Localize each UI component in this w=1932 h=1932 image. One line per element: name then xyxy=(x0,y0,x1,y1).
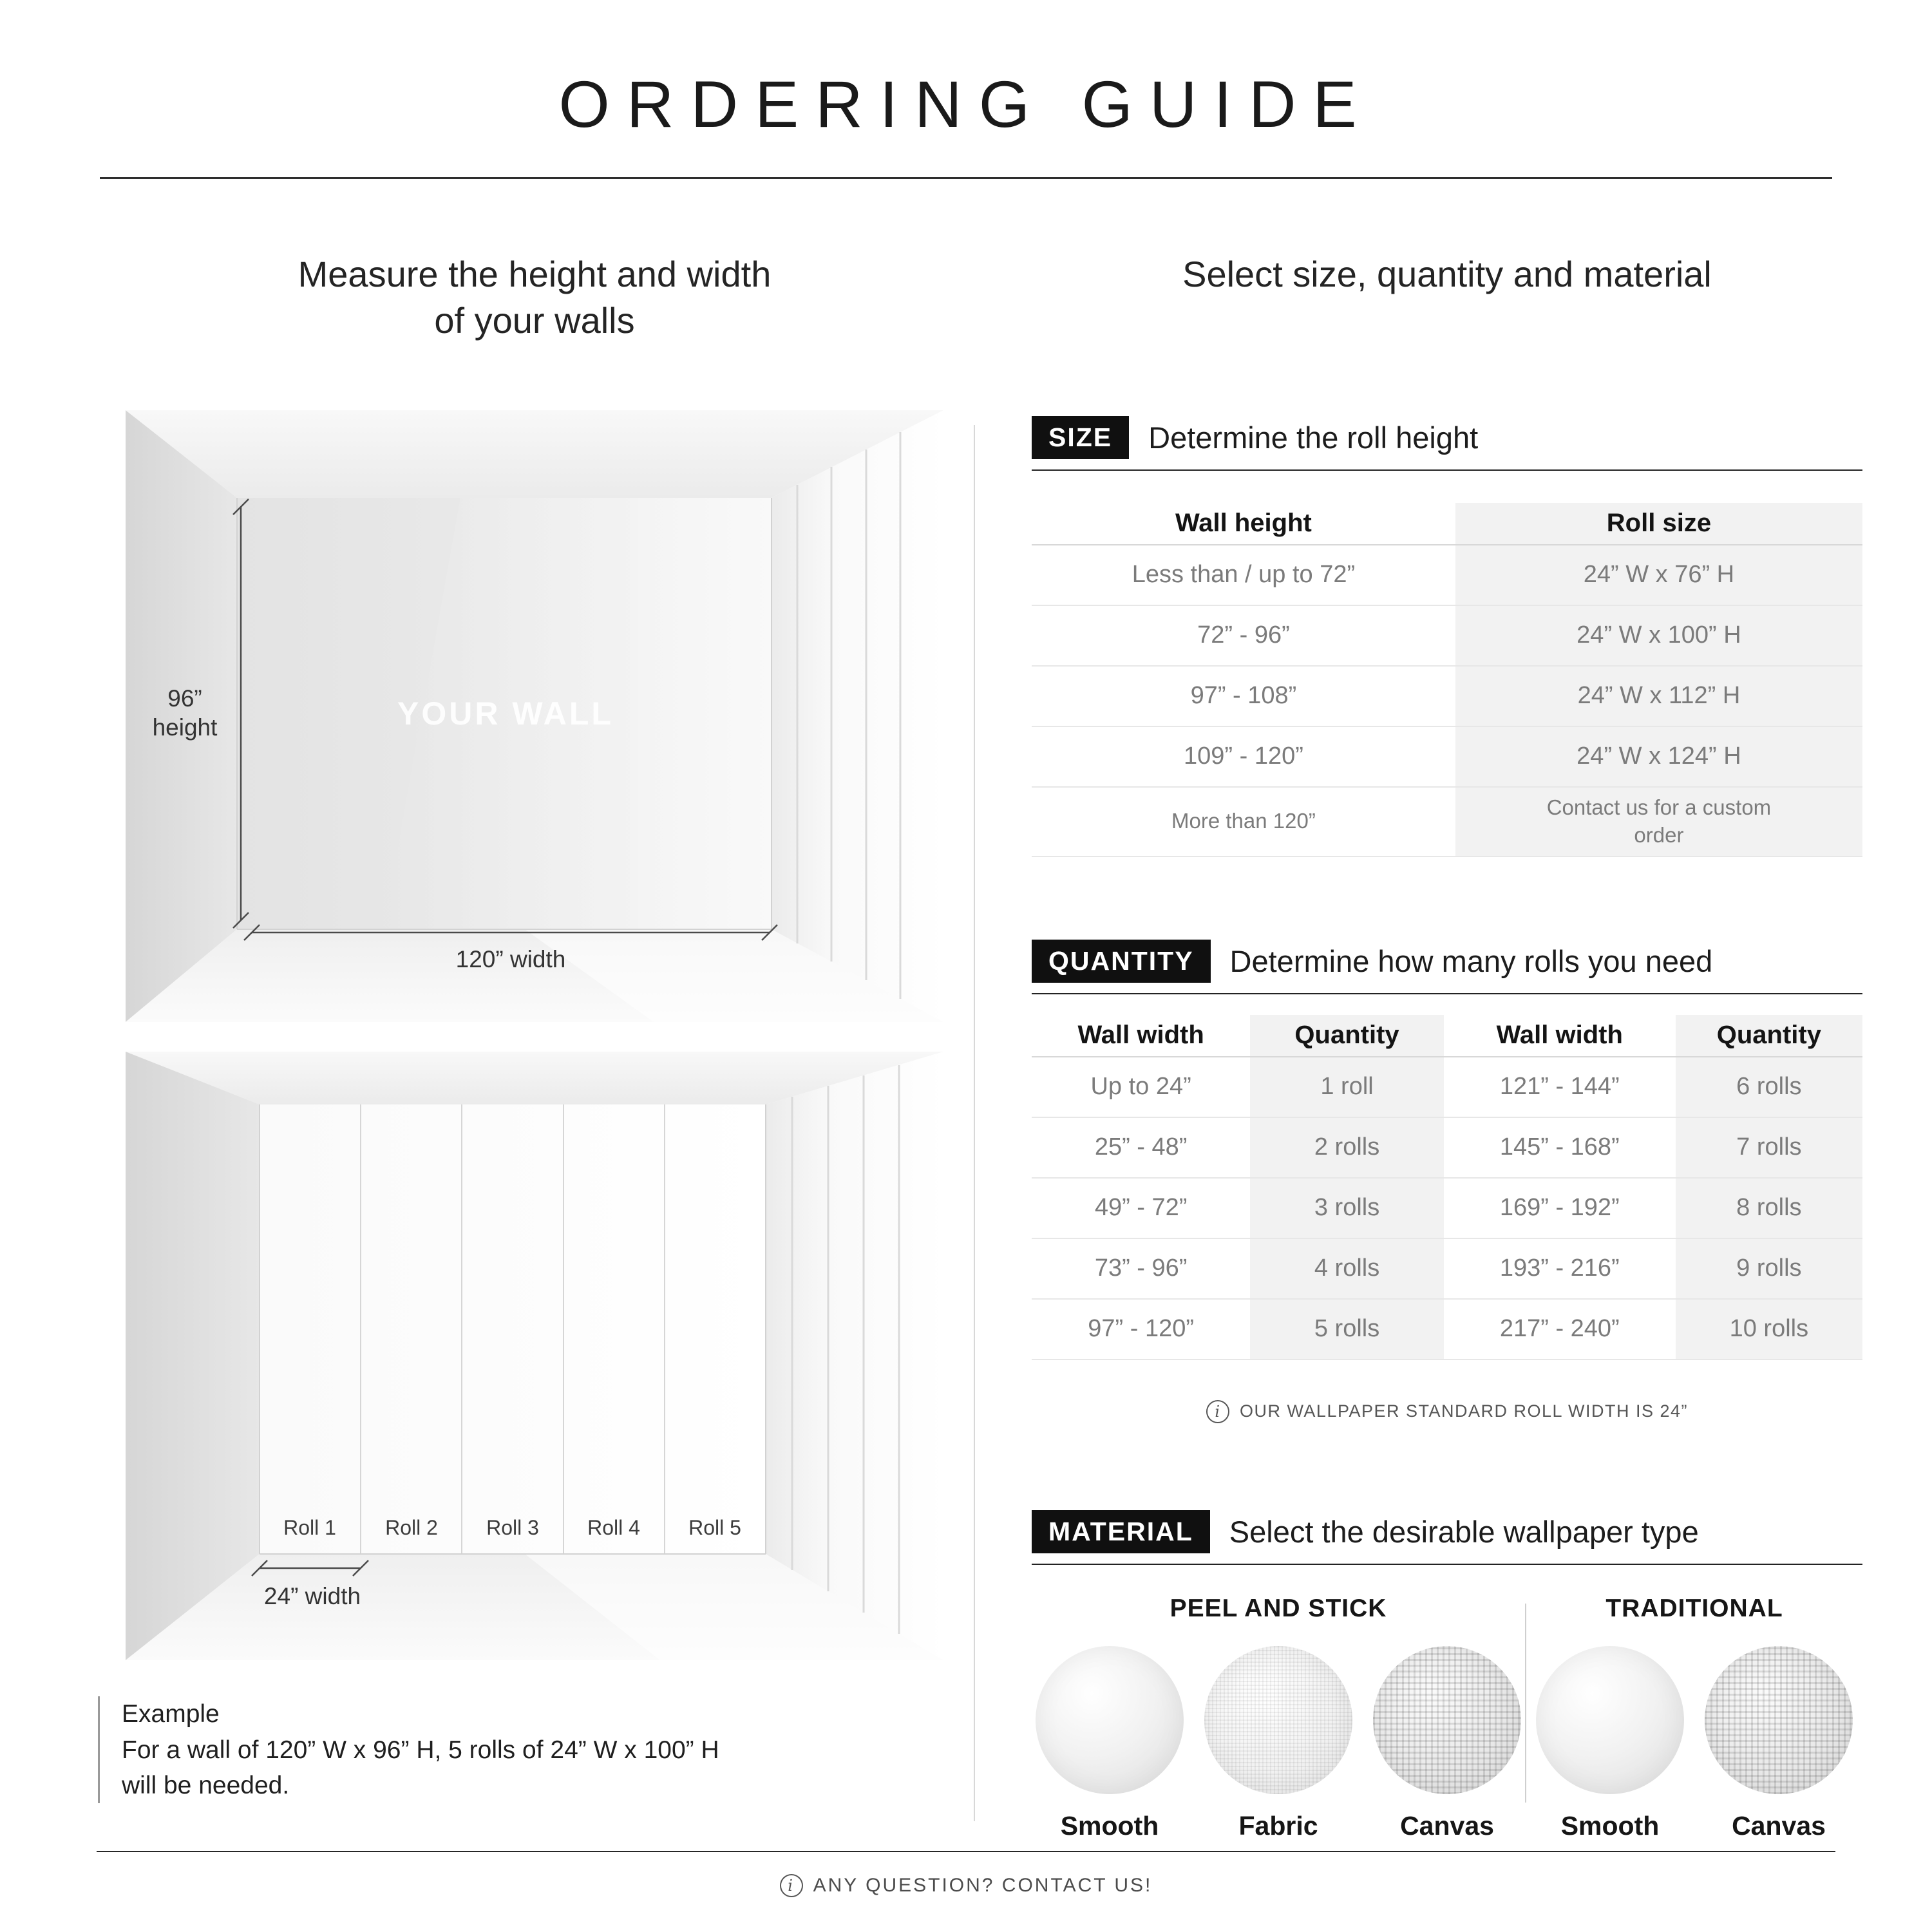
roll-size-cell: 24” W x 100” H xyxy=(1455,606,1862,667)
wall-height-cell: Less than / up to 72” xyxy=(1032,545,1455,606)
quantity-row xyxy=(1032,1179,1862,1239)
swatch-smooth-traditional xyxy=(1532,1646,1688,1841)
traditional-swatches xyxy=(1532,1646,1857,1841)
roll-size-cell xyxy=(1455,788,1862,857)
quantity-section-title: Determine how many rolls you need xyxy=(1229,943,1713,978)
example-title: Example xyxy=(122,1700,220,1728)
qty-col-quantity-2: Quantity xyxy=(1676,1015,1862,1057)
size-row xyxy=(1032,545,1862,606)
roll-size-cell: 24” W x 112” H xyxy=(1455,667,1862,727)
size-section-header xyxy=(1032,416,1862,471)
wall-width-cell: Up to 24” xyxy=(1032,1057,1250,1118)
swatch-label-smooth: Smooth xyxy=(1060,1810,1159,1841)
quantity-table xyxy=(1032,1015,1862,1360)
column-divider xyxy=(974,425,975,1821)
wall-width-cell: 217” - 240” xyxy=(1444,1300,1676,1360)
material-group-peel-and-stick xyxy=(1032,1595,1525,1841)
size-table-header xyxy=(1032,503,1862,545)
roll-label-2: Roll 2 xyxy=(385,1516,438,1540)
smooth-texture-icon xyxy=(1036,1646,1184,1794)
wall-width-cell: 73” - 96” xyxy=(1032,1239,1250,1300)
quantity-row xyxy=(1032,1057,1862,1118)
wall-width-cell: 145” - 168” xyxy=(1444,1118,1676,1179)
wall-width-cell: 97” - 120” xyxy=(1032,1300,1250,1360)
wall-width-cell: 169” - 192” xyxy=(1444,1179,1676,1239)
quantity-row xyxy=(1032,1239,1862,1300)
roll-label-1: Roll 1 xyxy=(283,1516,336,1540)
size-table xyxy=(1032,503,1862,857)
wall-width-cell: 121” - 144” xyxy=(1444,1057,1676,1118)
qty-col-quantity-1: Quantity xyxy=(1250,1015,1444,1057)
material-groups xyxy=(1032,1595,1862,1841)
room2-roll-wall xyxy=(260,1104,766,1554)
size-col-roll-size: Roll size xyxy=(1455,503,1862,545)
roll-width-label: 24” width xyxy=(263,1583,361,1610)
title-divider xyxy=(100,177,1832,179)
select-section xyxy=(1032,251,1862,1841)
quantity-table-header xyxy=(1032,1015,1862,1057)
size-row xyxy=(1032,667,1862,727)
quantity-row xyxy=(1032,1300,1862,1360)
roll-size-cell: 24” W x 76” H xyxy=(1455,545,1862,606)
qty-col-wall-width-1: Wall width xyxy=(1032,1015,1250,1057)
room-illustration-rolls xyxy=(126,1052,943,1660)
wall-height-cell: 109” - 120” xyxy=(1032,727,1455,788)
material-section-header xyxy=(1032,1510,1862,1565)
roll-label-4: Roll 4 xyxy=(587,1516,640,1540)
roll-size-cell: 24” W x 124” H xyxy=(1455,727,1862,788)
quantity-cell: 9 rolls xyxy=(1676,1239,1862,1300)
material-section xyxy=(1032,1510,1862,1841)
swatch-label-canvas: Canvas xyxy=(1732,1810,1826,1841)
fabric-texture-icon xyxy=(1204,1646,1352,1794)
standard-roll-width-text: OUR WALLPAPER STANDARD ROLL WIDTH IS 24” xyxy=(1239,1401,1689,1421)
wall-height-cell: More than 120” xyxy=(1032,788,1455,857)
swatch-smooth xyxy=(1032,1646,1188,1841)
footer-contact-text: ANY QUESTION? CONTACT US! xyxy=(813,1875,1153,1896)
quantity-cell: 1 roll xyxy=(1250,1057,1444,1118)
content-columns xyxy=(0,251,1932,1841)
smooth-texture-icon xyxy=(1536,1646,1684,1794)
material-badge: MATERIAL xyxy=(1032,1510,1210,1553)
quantity-row xyxy=(1032,1118,1862,1179)
wall-height-cell: 72” - 96” xyxy=(1032,606,1455,667)
custom-order-note: Contact us for a custom order xyxy=(1546,795,1772,847)
height-measure-word: height xyxy=(152,714,218,741)
quantity-cell: 3 rolls xyxy=(1250,1179,1444,1239)
quantity-section-header xyxy=(1032,940,1862,994)
canvas-texture-icon xyxy=(1373,1646,1521,1794)
size-row xyxy=(1032,727,1862,788)
peel-and-stick-label: PEEL AND STICK xyxy=(1170,1594,1387,1622)
qty-col-wall-width-2: Wall width xyxy=(1444,1015,1676,1057)
width-measure-label: 120” width xyxy=(455,946,566,973)
canvas-texture-icon xyxy=(1705,1646,1853,1794)
footer xyxy=(97,1851,1835,1897)
size-section-title: Determine the roll height xyxy=(1148,420,1479,455)
measure-heading-line1: Measure the height and width xyxy=(298,254,772,294)
wall-width-cell: 25” - 48” xyxy=(1032,1118,1250,1179)
quantity-cell: 5 rolls xyxy=(1250,1300,1444,1360)
height-measure-value: 96” xyxy=(167,685,202,712)
material-section-title: Select the desirable wallpaper type xyxy=(1229,1514,1699,1549)
standard-roll-width-note xyxy=(1032,1400,1862,1423)
example-block xyxy=(98,1696,972,1803)
peel-and-stick-swatches xyxy=(1032,1646,1525,1841)
example-line1: For a wall of 120” W x 96” H, 5 rolls of 24” W x 100” H xyxy=(122,1736,719,1764)
room2-left-wall xyxy=(126,1052,260,1660)
swatch-fabric xyxy=(1200,1646,1356,1841)
quantity-cell: 6 rolls xyxy=(1676,1057,1862,1118)
example-line2: will be needed. xyxy=(122,1772,290,1800)
your-wall-label: YOUR WALL xyxy=(397,696,614,732)
measure-section xyxy=(97,251,972,1841)
select-heading: Select size, quantity and material xyxy=(1182,254,1712,294)
size-badge: SIZE xyxy=(1032,416,1129,459)
roll-label-3: Roll 3 xyxy=(486,1516,539,1540)
quantity-cell: 4 rolls xyxy=(1250,1239,1444,1300)
size-col-wall-height: Wall height xyxy=(1032,503,1455,545)
swatch-canvas-traditional xyxy=(1701,1646,1857,1841)
quantity-cell: 7 rolls xyxy=(1676,1118,1862,1179)
wall-width-cell: 49” - 72” xyxy=(1032,1179,1250,1239)
size-row xyxy=(1032,788,1862,857)
quantity-cell: 2 rolls xyxy=(1250,1118,1444,1179)
swatch-label-smooth: Smooth xyxy=(1560,1810,1660,1841)
swatch-canvas xyxy=(1369,1646,1525,1841)
traditional-label: TRADITIONAL xyxy=(1605,1594,1783,1622)
page-title: ORDERING GUIDE xyxy=(558,68,1374,141)
quantity-badge: QUANTITY xyxy=(1032,940,1211,983)
swatch-label-canvas: Canvas xyxy=(1400,1810,1494,1841)
roll-label-5: Roll 5 xyxy=(688,1516,741,1540)
info-icon: i xyxy=(1206,1400,1229,1423)
quantity-cell: 10 rolls xyxy=(1676,1300,1862,1360)
wall-height-cell: 97” - 108” xyxy=(1032,667,1455,727)
material-group-traditional xyxy=(1526,1595,1862,1841)
measure-heading xyxy=(97,251,972,343)
quantity-cell: 8 rolls xyxy=(1676,1179,1862,1239)
size-row xyxy=(1032,606,1862,667)
info-icon: i xyxy=(780,1874,803,1897)
room-illustration-your-wall xyxy=(126,410,943,1022)
wall-width-cell: 193” - 216” xyxy=(1444,1239,1676,1300)
swatch-label-fabric: Fabric xyxy=(1238,1810,1318,1841)
measure-heading-line2: of your walls xyxy=(434,299,635,341)
